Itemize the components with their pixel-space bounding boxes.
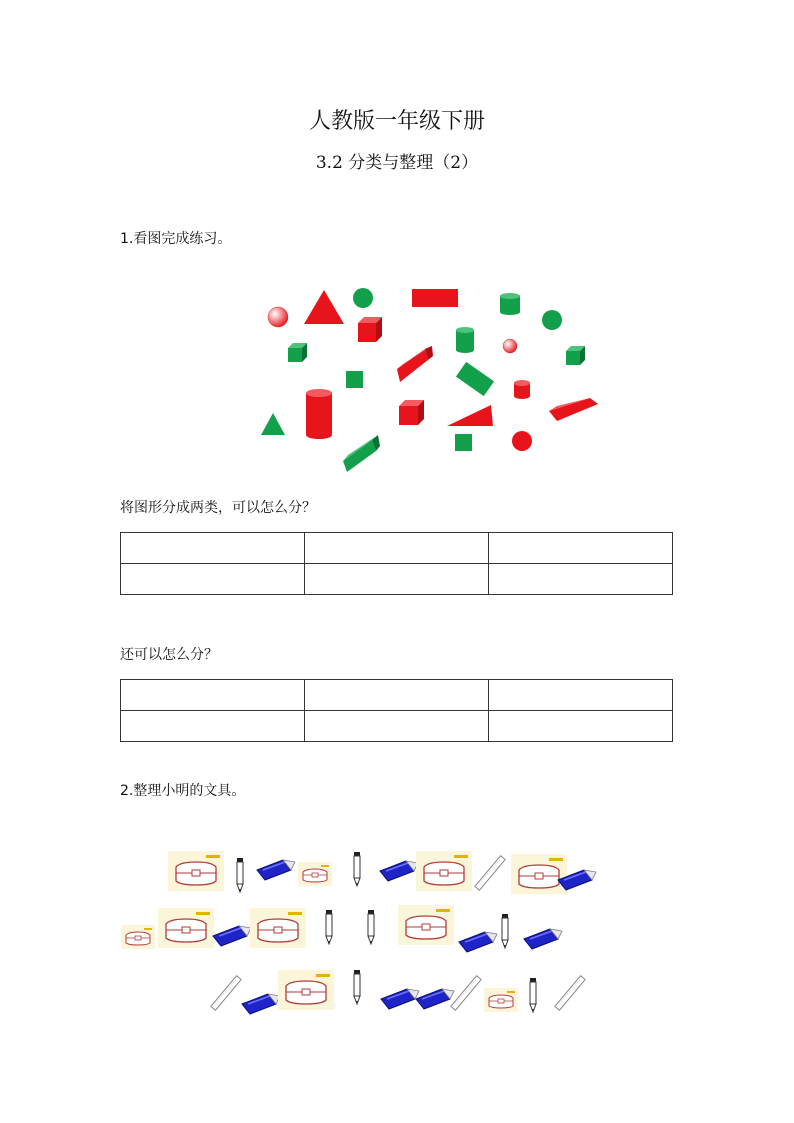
pencil-box-icon [298,862,332,886]
cuboid-icon [549,396,598,421]
cube-icon [358,317,382,342]
answer-cell[interactable] [305,680,489,711]
pencil-icon [354,970,360,1004]
eraser-icon [416,989,454,1009]
pencil-box-icon [250,908,306,948]
cuboid-icon [343,435,380,472]
eraser-icon [242,994,280,1014]
cylinder-icon [456,327,474,353]
cylinder-icon [514,380,530,399]
cube-icon [288,343,307,362]
circle-icon [512,431,532,451]
pencil-icon [326,910,332,944]
answer-cell[interactable] [305,533,489,564]
pencil-icon [237,858,243,892]
answer-table-1 [120,532,673,595]
triangle-icon [304,290,344,324]
question-1-prompt: 1.看图完成练习。 [120,231,232,247]
cube-icon [566,346,585,365]
answer-cell[interactable] [121,680,305,711]
pencil-box-icon [278,970,334,1010]
question-2-prompt: 2.整理小明的文具。 [120,783,246,799]
cylinder-icon [500,293,520,315]
ruler-icon [555,976,585,1010]
pencil-box-icon [416,851,472,891]
circle-icon [542,310,562,330]
page-subtitle: 3.2 分类与整理（2） [315,153,479,173]
eraser-icon [381,989,419,1009]
pencil-box-icon [121,925,155,949]
pencil-box-icon [158,908,214,948]
ruler-icon [451,976,481,1010]
answer-table-2 [120,679,673,742]
triangle-icon [261,413,285,435]
pencil-icon [530,978,536,1012]
ruler-icon [475,856,505,890]
cube-icon [399,400,424,425]
answer-cell[interactable] [489,533,673,564]
eraser-icon [380,861,418,881]
answer-cell[interactable] [489,711,673,742]
page-title: 人教版一年级下册 [308,109,485,134]
answer-cell[interactable] [305,711,489,742]
pencil-icon [354,852,360,886]
answer-cell[interactable] [121,711,305,742]
cuboid-icon [397,346,433,382]
square-icon [455,434,472,451]
eraser-icon [524,929,562,949]
pencil-icon [368,910,374,944]
pencil-icon [502,914,508,948]
rectangle-icon [412,289,458,307]
pencil-box-icon [511,854,567,894]
answer-cell[interactable] [489,564,673,595]
cylinder-icon [306,389,332,439]
circle-icon [353,288,373,308]
answer-cell[interactable] [489,680,673,711]
square-icon [346,371,363,388]
eraser-icon [558,870,596,890]
pencil-box-icon [398,905,454,945]
triangle-icon [447,405,493,426]
question-1-sub1: 将图形分成两类，可以怎么分？ [120,500,316,516]
pencil-box-icon [168,851,224,891]
question-1-sub2: 还可以怎么分？ [120,647,218,663]
sphere-icon [503,339,517,353]
rectangle-icon [456,362,494,396]
eraser-icon [459,932,497,952]
eraser-icon [257,860,295,880]
answer-cell[interactable] [121,564,305,595]
pencil-box-icon [484,988,518,1012]
answer-cell[interactable] [305,564,489,595]
eraser-icon [213,926,251,946]
answer-cell[interactable] [121,533,305,564]
ruler-icon [211,976,241,1010]
sphere-icon [268,307,288,327]
